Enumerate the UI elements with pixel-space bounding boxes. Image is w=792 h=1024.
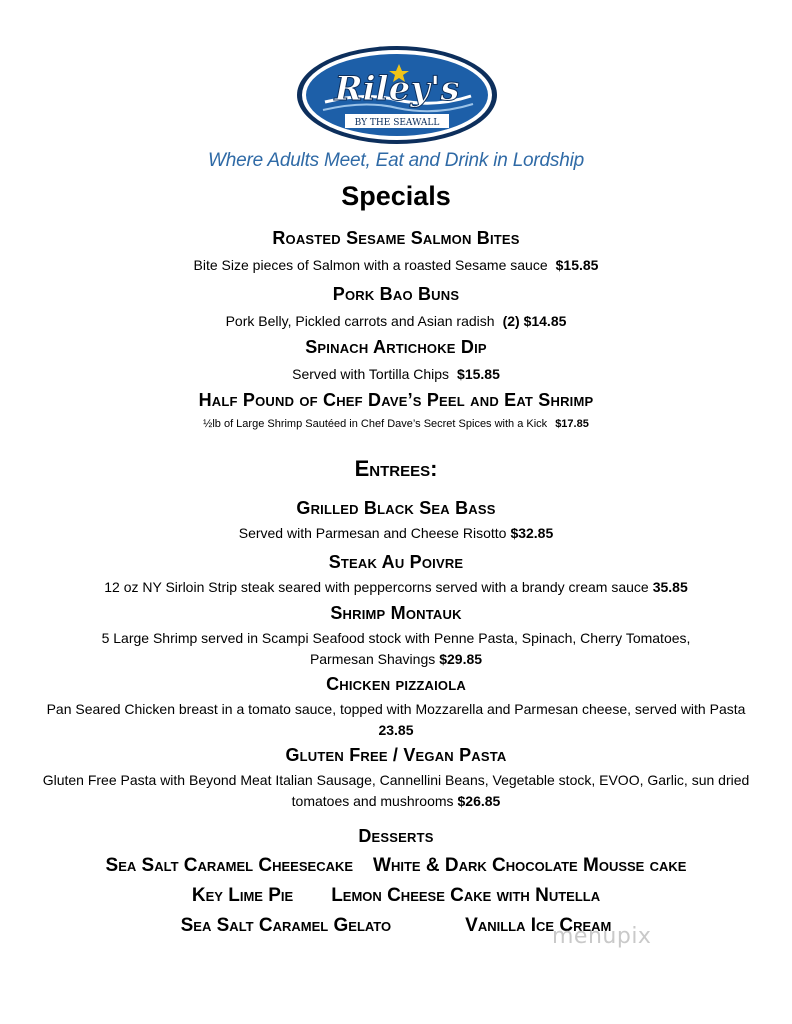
specials-heading: Specials: [341, 181, 451, 211]
dish-name: Steak Au Poivre: [328, 552, 464, 572]
rileys-logo: [295, 44, 499, 146]
dish-price: $17.85: [555, 418, 589, 430]
dish-description: Served with Tortilla Chips $15.85: [292, 366, 500, 382]
tagline: Where Adults Meet, Eat and Drink in Lordship: [208, 150, 584, 171]
dish-name: Spinach Artichoke Dip: [305, 337, 487, 357]
dish-name: Pork Bao Buns: [332, 284, 460, 304]
dish-description: Pork Belly, Pickled carrots and Asian radish (2) $14.85: [225, 313, 567, 329]
dish-description: Served with Parmesan and Cheese Risotto $32.85: [238, 525, 554, 541]
dessert-row: [0, 855, 792, 877]
dessert-row: [0, 915, 792, 937]
dish-name: Half Pound of Chef Dave’s Peel and Eat Shrimp: [198, 390, 594, 410]
dish-description: 12 oz NY Sirloin Strip steak seared with peppercorns served with a brandy cream sauce 35.85: [104, 579, 688, 595]
dish-name: Grilled Black Sea Bass: [296, 498, 496, 518]
dish-price: $32.85: [510, 525, 554, 541]
dish-price: $29.85: [439, 651, 483, 667]
dish-name: Gluten Free / Vegan Pasta: [285, 745, 507, 765]
logo-subtitle: BY THE SEAWALL: [354, 118, 440, 128]
dish-description: tomatoes and mushrooms $26.85: [291, 793, 501, 809]
dish-price: $15.85: [555, 257, 599, 273]
dish-price: 35.85: [652, 579, 688, 595]
dish-price: (2) $14.85: [502, 313, 567, 329]
dessert-row: [0, 885, 792, 907]
dish-description: 5 Large Shrimp served in Scampi Seafood stock with Penne Pasta, Spinach, Cherry Tomatoes,: [101, 630, 691, 646]
dessert-item: Sea Salt Caramel Cheesecake: [105, 855, 354, 876]
logo-wordmark: Riley's: [334, 69, 460, 109]
dish-description: ½lb of Large Shrimp Sautéed in Chef Dave’s Secret Spices with a Kick $17.85: [203, 418, 589, 430]
dish-name: Shrimp Montauk: [330, 603, 462, 623]
dish-description: Gluten Free Pasta with Beyond Meat Italian Sausage, Cannellini Beans, Vegetable stock, EVOO, Garlic, sun dried: [42, 772, 750, 788]
dessert-item: Vanilla Ice Cream: [465, 915, 612, 936]
dish-description: Pan Seared Chicken breast in a tomato sauce, topped with Mozzarella and Parmesan cheese, served with Pasta: [46, 701, 746, 717]
dish-name: Roasted Sesame Salmon Bites: [272, 228, 520, 248]
dessert-item: Lemon Cheese Cake with Nutella: [331, 885, 601, 906]
dessert-item: White & Dark Chocolate Mousse cake: [373, 855, 687, 876]
dish-price: 23.85: [378, 722, 414, 738]
dish-description: Bite Size pieces of Salmon with a roasted Sesame sauce $15.85: [193, 257, 599, 273]
dessert-item: Key Lime Pie: [191, 885, 294, 906]
dish-price: $26.85: [457, 793, 501, 809]
dish-name: Chicken pizzaiola: [326, 674, 466, 694]
dish-description: Parmesan Shavings $29.85: [309, 651, 483, 667]
entrees-heading: Entrees:: [354, 456, 438, 481]
menupix-watermark: menupix: [552, 924, 652, 949]
dish-price: $15.85: [457, 366, 500, 382]
dessert-item: Sea Salt Caramel Gelato: [180, 915, 392, 936]
desserts-heading: Desserts: [358, 826, 434, 846]
